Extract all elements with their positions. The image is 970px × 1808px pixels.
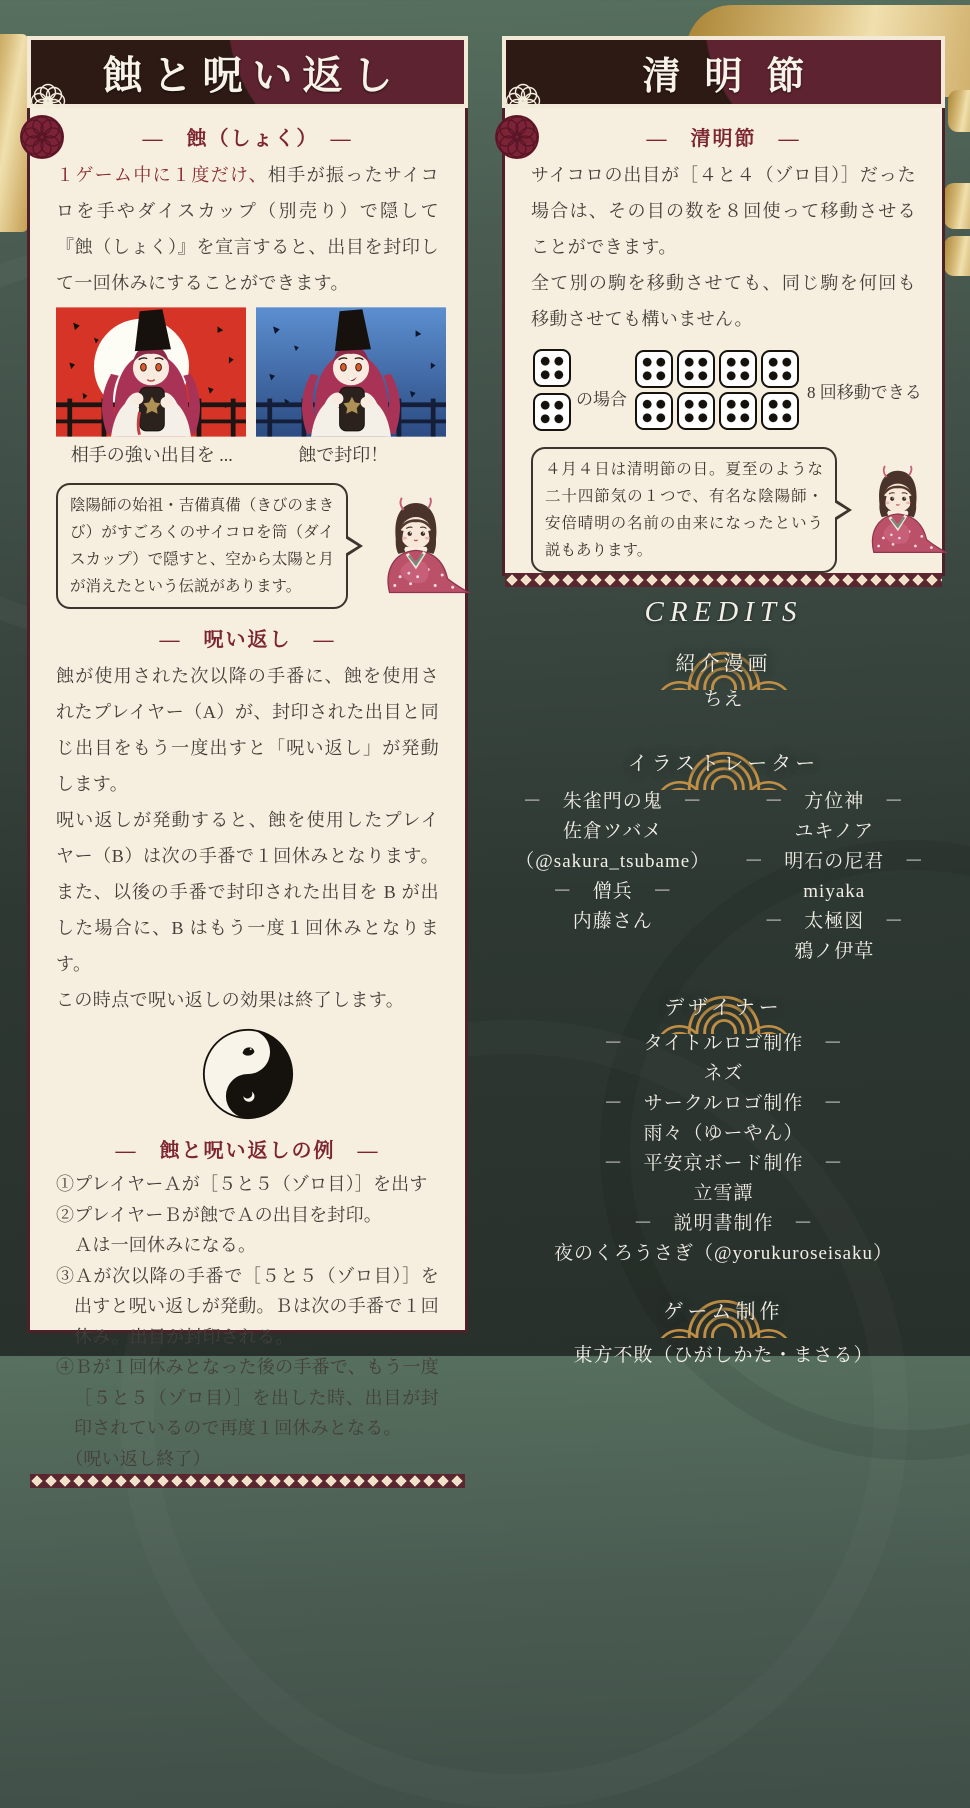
illustrator-credit-heading: イラストレーター	[502, 737, 945, 785]
noroi-paragraph-3: この時点で呪い返しの効果は終了します。	[56, 990, 405, 1010]
credit-entry: － サークルロゴ制作 －	[603, 1093, 844, 1114]
credit-entry: （@sakura_tsubame）	[515, 851, 711, 872]
diamond-border-decoration	[30, 1474, 465, 1488]
diamond-border-decoration	[505, 573, 942, 587]
left-panel-title: 蝕と呪い返し	[102, 52, 403, 98]
credit-entry: － 朱雀門の鬼 －	[522, 791, 703, 812]
die-four-icon	[635, 350, 673, 388]
credit-entry: － タイトルロゴ制作 －	[603, 1033, 844, 1054]
credit-entry: 夜のくろうさぎ（@yorukuroseisaku）	[553, 1243, 894, 1264]
credit-entry: － 明石の尼君 －	[744, 851, 925, 872]
credit-entry: miyaka	[803, 881, 866, 902]
flower-ornament-icon	[487, 79, 557, 179]
shoku-paragraph	[56, 157, 439, 301]
game-credit-heading: ゲーム制作	[502, 1285, 945, 1333]
die-four-icon	[533, 349, 571, 387]
illustration-row	[56, 307, 439, 437]
seimei-paragraph-2: 全て別の駒を移動させても、同じ駒を何回も移動させても構いません。	[531, 273, 916, 329]
right-panel-title: 清明節	[642, 55, 829, 98]
caption-after: 蝕で封印！	[298, 445, 389, 465]
gold-cloud-decoration	[948, 90, 970, 132]
caption-before: 相手の強い出目を ...	[70, 445, 233, 465]
lore-bubble-row	[56, 483, 439, 609]
credit-entry: 内藤さん	[572, 911, 653, 932]
example-item: ③Ａが次以降の手番で［５と５（ゾロ目）］を出すと呪い返しが発動。Ｂは次の手番で１回休み。出目が封印される。	[56, 1265, 439, 1347]
example-section-heading: — 蝕と呪い返しの例 —	[115, 1140, 380, 1162]
example-item: Ａは一回休みになる。	[56, 1235, 257, 1255]
die-four-icon	[533, 393, 571, 431]
credit-entry: 鴉ノ伊草	[794, 941, 875, 962]
illustrator-right-column	[724, 787, 946, 967]
right-panel-banner	[502, 36, 945, 108]
chibi-character-icon	[845, 459, 949, 561]
eclipse-rules-panel	[27, 36, 468, 1469]
credit-entry: 立雪譚	[693, 1183, 754, 1204]
yin-yang-icon	[202, 1028, 294, 1120]
seimei-speech-bubble: ４月４日は清明節の日。夏至のような二十四節気の１つで、有名な陰陽師・安倍晴明の名前の由来になったという説もあります。	[531, 447, 837, 573]
credit-entry: 佐倉ツバメ	[562, 821, 663, 842]
chibi-character-icon	[358, 491, 472, 601]
credit-entry: － 太極図 －	[764, 911, 905, 932]
dice-case-label: の場合	[576, 389, 627, 409]
seimei-paragraph-1: サイコロの出目が［４と４（ゾロ目）］だった場合は、その目の数を８回使って移動させることができます。	[531, 165, 916, 257]
noroi-paragraph-1: 蝕が使用された次以降の手番に、蝕を使用されたプレイヤー（A）が、封印された出目と同じ出目をもう一度出すと「呪い返し」が発動します。	[56, 666, 439, 794]
gold-edge-decoration	[944, 236, 970, 276]
shoku-body-text: 相手が振ったサイコロを手やダイスカップ（別売り）で隠して『蝕（しょく）』を宣言すると、出目を封印して一回休みにすることができます。	[56, 165, 439, 293]
seimei-bubble-row	[531, 447, 916, 573]
seimei-section-heading: — 清明節 —	[646, 128, 801, 150]
die-four-icon	[761, 392, 799, 430]
eclipse-before-image	[56, 307, 246, 437]
credit-entry: － 説明書制作 －	[633, 1213, 814, 1234]
illustrator-columns	[502, 787, 945, 967]
die-four-icon	[719, 350, 757, 388]
designer-credit-heading: デザイナー	[502, 981, 945, 1029]
dice-moves-grid	[635, 350, 799, 430]
manga-credit-heading: 紹介漫画	[502, 637, 945, 685]
dice-result-label: 8 回移動できる	[807, 382, 922, 402]
die-four-icon	[677, 392, 715, 430]
manga-credit-name: ちえ	[703, 689, 744, 710]
left-panel-banner	[27, 36, 468, 108]
example-item: （呪い返し終了）	[56, 1448, 211, 1469]
credits-title: CREDITS	[644, 596, 803, 628]
credit-entry: － 平安京ボード制作 －	[603, 1153, 844, 1174]
designer-credit-list	[502, 1029, 945, 1269]
credit-entry: － 方位神 －	[764, 791, 905, 812]
dice-example-row	[533, 349, 922, 431]
credit-entry: 雨々（ゆーやん）	[643, 1123, 804, 1144]
eclipse-after-image	[256, 307, 446, 437]
seimei-rules-panel	[502, 36, 945, 576]
lore-speech-bubble: 陰陽師の始祖・吉備真備（きびのまきび）がすごろくのサイコロを筒（ダイスカップ）で隠すと、空から太陽と月が消えたという伝説があります。	[56, 483, 348, 609]
example-item: ①プレイヤーＡが［５と５（ゾロ目）］を出す	[56, 1174, 428, 1194]
caption-row	[56, 441, 439, 467]
noroi-section-heading: — 呪い返し —	[159, 629, 336, 651]
credit-entry: － 僧兵 －	[552, 881, 673, 902]
credit-entry: ユキノア	[794, 821, 875, 842]
flower-ornament-icon	[12, 79, 82, 179]
die-four-icon	[719, 392, 757, 430]
example-list	[56, 1169, 439, 1474]
noroi-paragraph-2: 呪い返しが発動すると、蝕を使用したプレイヤー（B）は次の手番で１回休みとなります。また、以後の手番で封印された出目を B が出した場合に、B はもう一度１回休みとなります。	[56, 810, 439, 974]
example-item: ④Ｂが１回休みとなった後の手番で、もう一度［５と５（ゾロ目）］を出した時、出目が封印されているので再度１回休みとなる。	[56, 1357, 439, 1438]
example-item: ②プレイヤーＢが蝕でＡの出目を封印。	[56, 1204, 382, 1225]
credits-section	[502, 596, 945, 1371]
dice-pair	[533, 349, 571, 431]
die-four-icon	[635, 392, 673, 430]
gold-edge-decoration	[944, 183, 970, 229]
right-column	[502, 36, 945, 1371]
die-four-icon	[761, 350, 799, 388]
game-credit-name: 東方不敗（ひがしかた・まさる）	[573, 1345, 874, 1366]
die-four-icon	[677, 350, 715, 388]
credit-entry: ネズ	[703, 1063, 744, 1084]
shoku-section-heading: — 蝕（しょく） —	[142, 128, 353, 150]
shoku-lead-text: １ゲーム中に１度だけ、	[56, 165, 268, 185]
illustrator-left-column	[502, 787, 724, 967]
